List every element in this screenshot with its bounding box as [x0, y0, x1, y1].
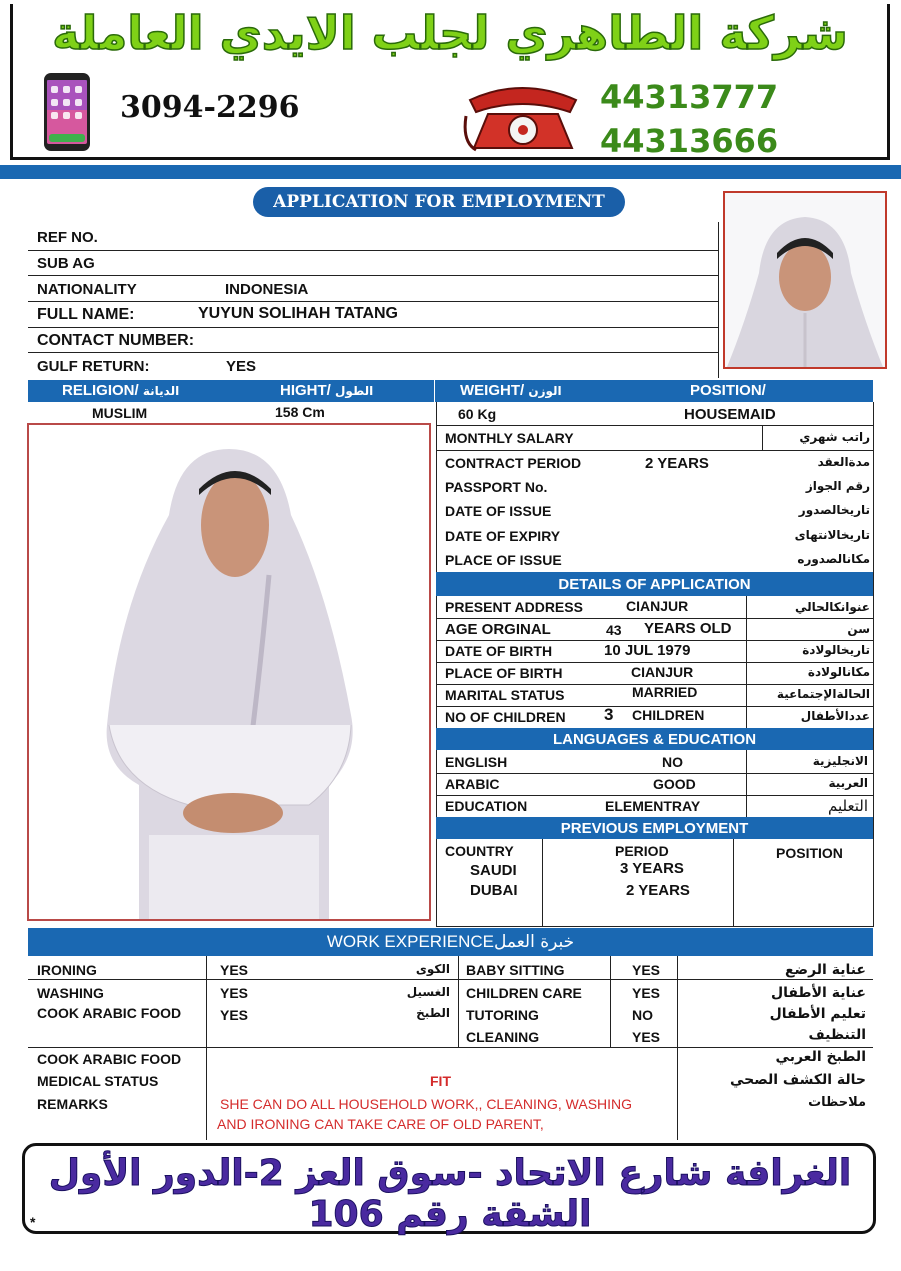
row-divider — [436, 640, 873, 641]
remarks-line-1: SHE CAN DO ALL HOUSEHOLD WORK,, CLEANING, WASHING — [220, 1096, 633, 1112]
remarks-label-ar: ملاحظات — [808, 1095, 866, 1110]
portrait-photo — [723, 191, 887, 369]
children-label: NO OF CHILDREN — [445, 709, 566, 725]
religion-label-text: RELIGION/ — [62, 382, 139, 399]
place-of-issue-label-ar: مكانالصدوره — [797, 552, 870, 566]
education-label: EDUCATION — [445, 798, 528, 814]
company-name: شركة الطاهري لجلب الايدي العاملة — [52, 6, 848, 60]
cook-label: COOK ARABIC FOOD — [37, 1005, 182, 1021]
cook-label-ar: الطبخ — [416, 1006, 450, 1020]
column-divider — [677, 956, 678, 1140]
row-divider — [28, 979, 873, 980]
height-label-ar: الطول — [335, 384, 374, 398]
contact-label: CONTACT NUMBER: — [37, 332, 195, 349]
passport-label-ar: رقم الجواز — [805, 479, 870, 493]
prev-country-1: SAUDI — [470, 862, 517, 879]
pob-label-ar: مكانالولادة — [807, 665, 870, 679]
row-divider — [436, 425, 873, 426]
row-divider — [28, 327, 718, 328]
row-divider — [28, 275, 718, 276]
religion-label-ar: الديانة — [142, 384, 180, 398]
contract-period-value: 2 YEARS — [645, 455, 709, 472]
dob-label-ar: تاريخالولادة — [802, 643, 870, 657]
children-care-label-ar: عناية الأطفال — [770, 985, 866, 1001]
remarks-label: REMARKS — [37, 1096, 108, 1112]
column-divider — [610, 956, 611, 1047]
position-column-label: POSITION — [776, 845, 843, 861]
expiry-date-label: DATE OF EXPIRY — [445, 528, 561, 544]
children-value: 3 — [604, 705, 614, 724]
education-value: ELEMENTRAY — [605, 798, 701, 814]
baby-sitting-value: YES — [632, 962, 661, 978]
row-divider — [436, 773, 873, 774]
column-divider — [733, 839, 734, 927]
tutoring-value: NO — [632, 1007, 653, 1023]
english-label-ar: الانجليزية — [812, 754, 868, 768]
issue-date-label: DATE OF ISSUE — [445, 503, 552, 519]
prev-country-2: DUBAI — [470, 882, 518, 899]
contract-period-label-ar: مدةالعقد — [817, 455, 870, 469]
previous-employment-header: PREVIOUS EMPLOYMENT — [560, 820, 749, 837]
weight-label — [460, 382, 562, 399]
issue-date-label-ar: تاريخالصدور — [798, 503, 870, 517]
column-divider — [746, 596, 747, 728]
country-label: COUNTRY — [445, 843, 514, 859]
weight-label-ar: الوزن — [528, 384, 562, 398]
footer-address: الغرافة شارع الاتحاد -سوق العز 2-الدور الأول الشقة رقم 106 — [48, 1153, 852, 1235]
column-divider — [436, 402, 437, 927]
cleaning-label: CLEANING — [466, 1029, 540, 1045]
position-label: POSITION/ — [690, 382, 766, 399]
details-header: DETAILS OF APPLICATION — [558, 576, 751, 593]
children-label-ar: عددالأطفال — [800, 709, 870, 723]
marital-label: MARITAL STATUS — [445, 687, 565, 703]
ironing-label: IRONING — [37, 962, 97, 978]
column-divider — [718, 222, 719, 378]
work-experience-header — [28, 932, 873, 952]
english-label: ENGLISH — [445, 754, 508, 770]
nationality-value: INDONESIA — [225, 281, 309, 298]
row-divider — [28, 1047, 873, 1048]
children-care-label: CHILDREN CARE — [466, 985, 582, 1001]
column-divider — [434, 380, 435, 422]
age-value: 43 — [606, 622, 622, 638]
dob-label: DATE OF BIRTH — [445, 643, 553, 659]
pob-label: PLACE OF BIRTH — [445, 665, 563, 681]
dob-value: 10 JUL 1979 — [604, 642, 691, 659]
landline-number-1: 44313777 — [600, 78, 779, 116]
age-label: AGE ORGINAL — [445, 621, 551, 638]
baby-sitting-label: BABY SITTING — [466, 962, 565, 978]
arabic-value: GOOD — [653, 776, 696, 792]
marital-value: MARRIED — [632, 684, 698, 700]
religion-value: MUSLIM — [92, 405, 148, 421]
header-divider — [0, 165, 901, 179]
passport-label: PASSPORT No. — [445, 479, 548, 495]
work-experience-title: WORK EXPERIENCE — [326, 932, 495, 951]
row-divider — [436, 618, 873, 619]
medical-status-label: MEDICAL STATUS — [37, 1073, 159, 1089]
cook-value: YES — [220, 1007, 249, 1023]
full-body-photo — [27, 423, 431, 921]
work-experience-title-ar: خبرة العمل — [494, 932, 575, 952]
salary-label: MONTHLY SALARY — [445, 430, 574, 446]
age-unit: YEARS OLD — [644, 620, 732, 637]
gulf-return-label: GULF RETURN: — [37, 358, 150, 375]
contract-period-label: CONTRACT PERIOD — [445, 455, 582, 471]
footer-asterisk: * — [30, 1214, 36, 1230]
gulf-return-value: YES — [226, 358, 257, 375]
ironing-label-ar: الكوى — [415, 962, 450, 976]
address-value: CIANJUR — [626, 598, 689, 614]
period-label: PERIOD — [615, 843, 669, 859]
row-divider — [436, 450, 873, 451]
ironing-value: YES — [220, 962, 249, 978]
remarks-line-2: AND IRONING CAN TAKE CARE OF OLD PARENT, — [217, 1116, 544, 1132]
weight-label-text: WEIGHT/ — [460, 382, 525, 399]
tutoring-label-ar: تعليم الأطفال — [769, 1006, 866, 1022]
english-value: NO — [662, 754, 683, 770]
column-divider — [542, 839, 543, 927]
mobile-number: 3094-2296 — [120, 90, 300, 125]
tutoring-label: TUTORING — [466, 1007, 539, 1023]
weight-value: 60 Kg — [458, 406, 497, 422]
cook-arabic-food-label-ar: الطبخ العربي — [775, 1049, 866, 1065]
nationality-label: NATIONALITY — [37, 281, 137, 298]
pob-value: CIANJUR — [631, 664, 694, 680]
prev-period-2: 2 YEARS — [626, 882, 690, 899]
education-label-ar: التعليم — [828, 797, 868, 815]
marital-label-ar: الحالةالإجتماعية — [776, 687, 870, 701]
languages-header: LANGUAGES & EDUCATION — [552, 731, 757, 748]
landline-number-2: 44313666 — [600, 122, 779, 160]
washing-label: WASHING — [37, 985, 104, 1001]
children-care-value: YES — [632, 985, 661, 1001]
height-value: 158 Cm — [275, 404, 325, 420]
salary-label-ar: راتب شهري — [799, 430, 870, 444]
place-of-issue-label: PLACE OF ISSUE — [445, 552, 562, 568]
column-divider — [762, 425, 763, 450]
address-label: PRESENT ADDRESS — [445, 599, 583, 615]
row-divider — [436, 926, 873, 927]
religion-label — [62, 382, 179, 399]
row-divider — [436, 795, 873, 796]
address-label-ar: عنوانكالحالي — [794, 600, 870, 614]
row-divider — [28, 301, 718, 302]
baby-sitting-label-ar: عناية الرضع — [784, 962, 866, 978]
full-name-value: YUYUN SOLIHAH TATANG — [198, 305, 398, 322]
age-label-ar: سن — [847, 622, 870, 636]
expiry-date-label-ar: تاريخالانتهاى — [794, 528, 870, 542]
telephone-icon — [462, 82, 584, 152]
cleaning-value: YES — [632, 1029, 661, 1045]
arabic-label: ARABIC — [445, 776, 500, 792]
washing-label-ar: الغسيل — [406, 985, 450, 999]
column-divider — [873, 402, 874, 927]
column-divider — [746, 750, 747, 817]
row-divider — [28, 250, 718, 251]
medical-status-label-ar: حالة الكشف الصحي — [729, 1072, 866, 1088]
column-divider — [206, 956, 207, 1140]
mobile-phone-icon — [42, 72, 92, 152]
cleaning-label-ar: التنظيف — [808, 1027, 866, 1043]
position-value: HOUSEMAID — [684, 406, 776, 423]
height-label — [280, 382, 373, 399]
ref-no-label: REF NO. — [37, 229, 98, 246]
column-divider — [458, 956, 459, 1047]
form-title: APPLICATION FOR EMPLOYMENT — [253, 187, 625, 217]
cook-arabic-food-label: COOK ARABIC FOOD — [37, 1051, 182, 1067]
arabic-label-ar: العربية — [828, 776, 868, 790]
children-unit: CHILDREN — [632, 707, 705, 723]
prev-period-1: 3 YEARS — [620, 860, 684, 877]
full-name-label: FULL NAME: — [37, 306, 135, 323]
row-divider — [28, 352, 718, 353]
washing-value: YES — [220, 985, 249, 1001]
row-divider — [436, 662, 873, 663]
medical-status-value: FIT — [430, 1073, 451, 1089]
height-label-text: HIGHT/ — [280, 382, 331, 399]
sub-ag-label: SUB AG — [37, 255, 95, 272]
